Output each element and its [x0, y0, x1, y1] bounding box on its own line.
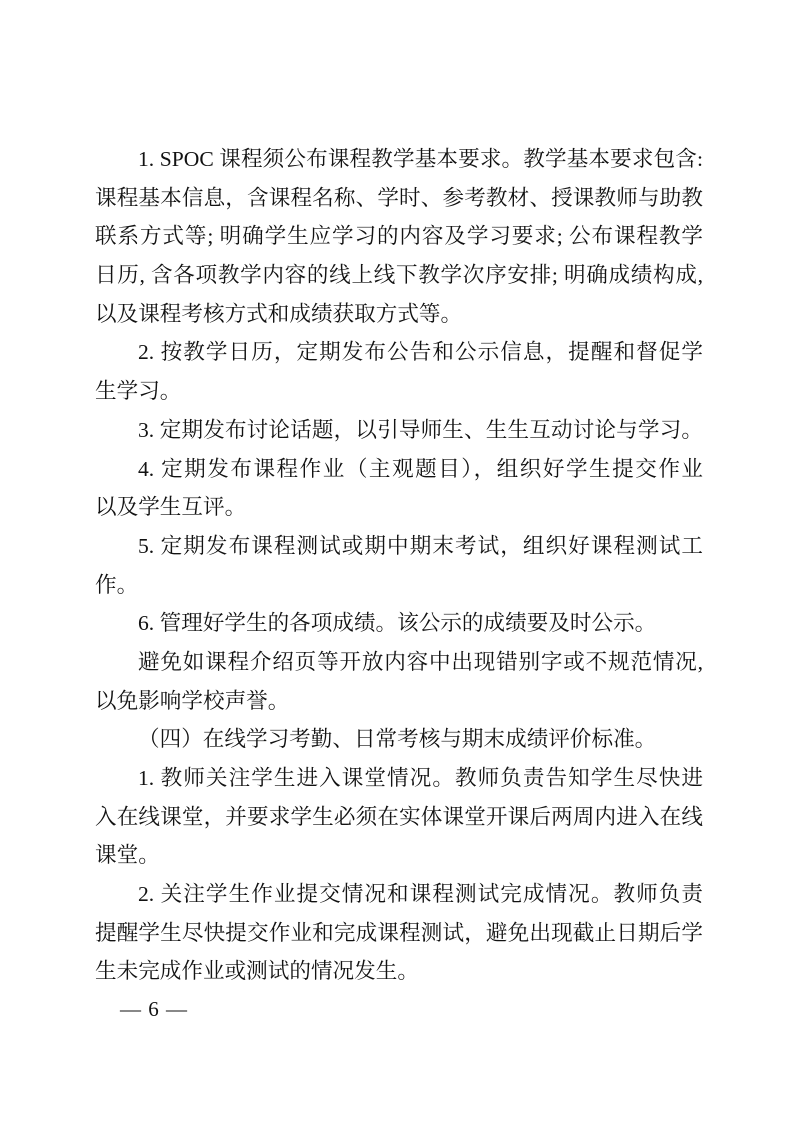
text-line: 提醒学生尽快提交作业和完成课程测试，避免出现截止日期后学 — [95, 920, 703, 945]
text-line: 2. 关注学生作业提交情况和课程测试完成情况。教师负责 — [138, 882, 703, 907]
text-line: 1. SPOC 课程须公布课程教学基本要求。教学基本要求包含: — [138, 147, 703, 171]
text-line: 课程基本信息，含课程名称、学时、参考教材、授课教师与助教 — [95, 185, 703, 210]
text-line: 作。 — [95, 572, 139, 597]
text-line: 6. 管理好学生的各项成绩。该公示的成绩要及时公示。 — [138, 611, 657, 636]
text-line: 日历, 含各项教学内容的线上线下教学次序安排; 明确成绩构成, — [95, 263, 703, 288]
text-line: 避免如课程介绍页等开放内容中出现错别字或不规范情况, — [138, 649, 703, 674]
text-line: 2. 按教学日历，定期发布公告和公示信息，提醒和督促学 — [138, 340, 703, 365]
text-line: 以免影响学校声誉。 — [95, 688, 290, 713]
text-line: 以及学生互评。 — [95, 495, 247, 520]
text-line: 入在线课堂，并要求学生必须在实体课堂开课后两周内进入在线 — [95, 804, 703, 829]
text-line: （四）在线学习考勤、日常考核与期末成绩评价标准。 — [138, 727, 657, 752]
text-line: 5. 定期发布课程测试或期中期末考试，组织好课程测试工 — [138, 533, 703, 558]
text-line: 生未完成作业或测试的情况发生。 — [95, 959, 419, 984]
text-line: 3. 定期发布讨论话题，以引导师生、生生互动讨论与学习。 — [138, 417, 703, 442]
text-line: 联系方式等; 明确学生应学习的内容及学习要求; 公布课程教学 — [95, 224, 703, 249]
text-line: 以及课程考核方式和成绩获取方式等。 — [95, 301, 463, 326]
text-line: 生学习。 — [95, 379, 182, 404]
document-body — [95, 140, 703, 991]
page-number: — 6 — — [120, 997, 188, 1021]
text-line: 1. 教师关注学生进入课堂情况。教师负责告知学生尽快进 — [138, 766, 703, 790]
text-line: 4. 定期发布课程作业（主观题目），组织好学生提交作业 — [138, 456, 703, 481]
text-line: 课堂。 — [95, 843, 160, 868]
